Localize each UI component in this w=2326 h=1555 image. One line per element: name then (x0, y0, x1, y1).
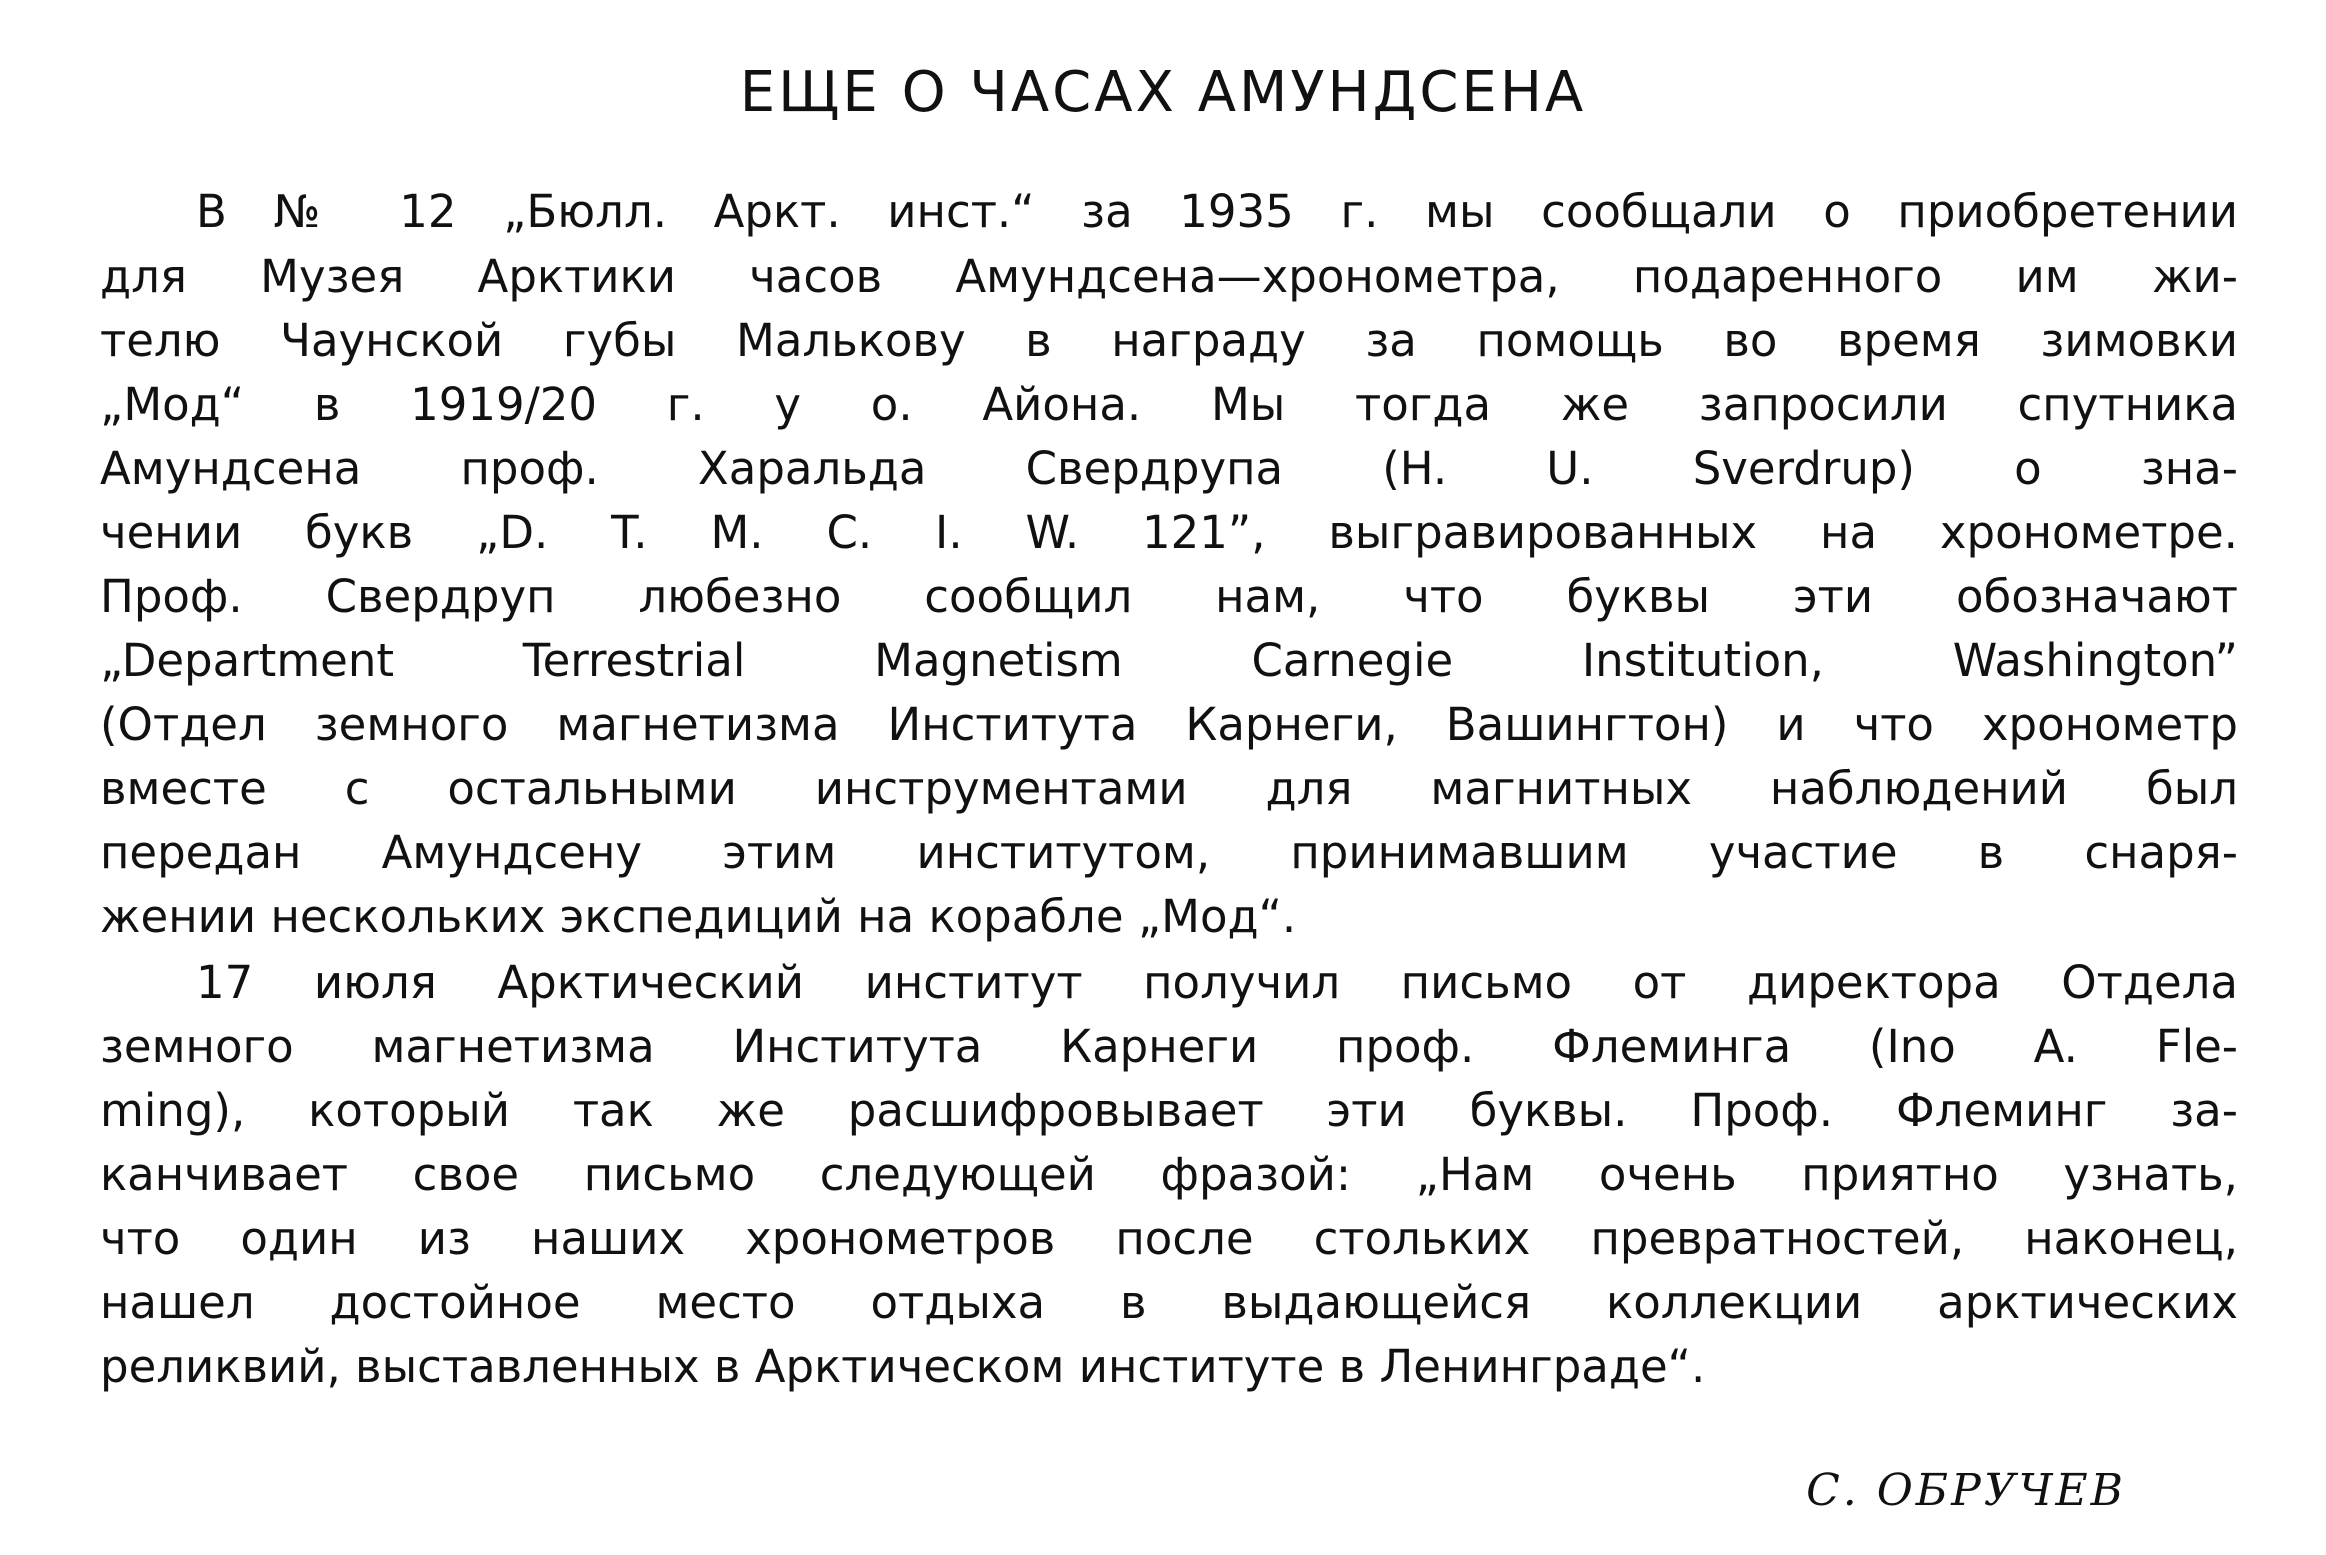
text-line: телю Чаунской губы Малькову в награду за помощь во время зимовки (100, 314, 2238, 367)
text-line: жении нескольких экспедиций на корабле „Мод“. (100, 890, 1297, 943)
text-line: чении букв „D. T. M. C. I. W. 121”, выгравированных на хронометре. (100, 506, 2238, 559)
text-line: В № 12 „Бюлл. Аркт. инст.“ за 1935 г. мы сообщали о приобретении (196, 185, 2238, 238)
text-line: нашел достойное место отдыха в выдающейся коллекции арктических (100, 1276, 2238, 1329)
text-line: 17 июля Арктический институт получил письмо от директора Отдела (196, 956, 2238, 1009)
text-line: земного магнетизма Института Карнеги проф. Флеминга (Ino A. Fle- (100, 1020, 2238, 1073)
text-line: „Мод“ в 1919/20 г. у о. Айона. Мы тогда же запросили спутника (100, 378, 2238, 431)
text-line: вместе с остальными инструментами для магнитных наблюдений был (100, 762, 2238, 815)
text-line: Проф. Свердруп любезно сообщил нам, что буквы эти обозначают (100, 570, 2238, 623)
text-line: канчивает свое письмо следующей фразой: „Нам очень приятно узнать, (100, 1148, 2238, 1201)
author-signature: С. ОБРУЧЕВ (1806, 1465, 2126, 1516)
text-line: для Музея Арктики часов Амундсена—хронометра, подаренного им жи- (100, 250, 2238, 303)
article-title: ЕЩЕ О ЧАСАХ АМУНДСЕНА (739, 60, 1587, 125)
text-line: реликвий, выставленных в Арктическом институте в Ленинграде“. (100, 1340, 1706, 1393)
text-line: передан Амундсену этим институтом, принимавшим участие в снаря- (100, 826, 2238, 879)
text-line: „Department Terrestrial Magnetism Carnegie Institution, Washington” (100, 634, 2238, 687)
text-line: Амундсена проф. Харальда Свердрупа (H. U. Sverdrup) о зна- (100, 442, 2238, 495)
text-line: что один из наших хронометров после стольких превратностей, наконец, (100, 1212, 2238, 1265)
text-line: ming), который так же расшифровывает эти буквы. Проф. Флеминг за- (100, 1084, 2238, 1137)
text-line: (Отдел земного магнетизма Института Карнеги, Вашингтон) и что хронометр (100, 698, 2238, 751)
